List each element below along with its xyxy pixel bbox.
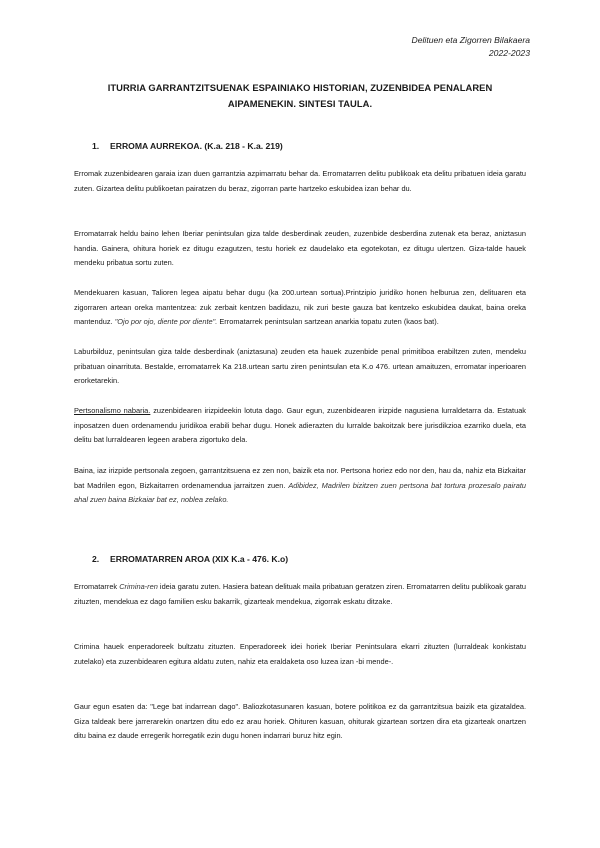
paragraph-5-term: Pertsonalismo nabaria. (74, 406, 151, 415)
paragraph-5-text: zuzenbidearen irizpideekin lotuta dago. Gaur egun, zuzenbidearen irizpide nagusiena lurraldetarra da. Estatuak inposatzen duen ordenamendu juridikoa erabili behar dugu. Honek adierazten du lurralde bakoitzak bere jurisdikzioa ezarriko duela, eta delitu bat lurraldearen legeen arabera zigortuko dela. (74, 406, 526, 445)
header-course-title: Delituen eta Zigorren Bilakaera (411, 35, 530, 45)
section-1-paragraph-4: Laburbilduz, penintsulan giza talde desberdinak (aniztasuna) zeuden eta hauek zuzenbide penal primitiboa erabiltzen zuten, mendeku pribatuan oinarrituta. Bestalde, erromatarrek Ka 218.urtean sartu ziren penintsulan eta K.o 476. urtean amaituzen, erromatar inperioaren erorketarekin. (74, 347, 526, 386)
section-2-paragraph-1 (74, 580, 526, 609)
title-line-1: ITURRIA GARRANTZITSUENAK ESPAINIAKO HISTORIAN, ZUZENBIDEA PENALAREN (107, 82, 493, 93)
section-2-paragraph-3: Gaur egun esaten da: "Lege bat indarrean dago". Baliozkotasunaren kasuan, botere politikoa ez da garrantzitsua baizik eta gizataldea. Giza taldeak bere jarrerarekin onartzen ditu edo ez arau horiek. Ohituren kasuan, ohiturak gizartean sortzen dira eta gizarteak onartzen ditu baina ez daude erregerik horregatik ezin dugu honen indarrari buruz hitz egin. (74, 702, 526, 741)
section-1-paragraph-6 (74, 464, 526, 508)
paragraph-6-text: Baina, iaz irizpide pertsonala zegoen, garrantzitsuena ez zen non, baizik eta nor. Pertsona horiez edo nor den, hau da, nahiz eta Bizkaitar bat Madrilen egon, Bizkaitarren ordenamendua jarraitzen zuen. (74, 466, 526, 490)
s2-paragraph-1-term: Crimina-ren (119, 582, 158, 591)
section-1-paragraph-2: Erromatarrak heldu baino lehen Iberiar penintsulan giza talde desberdinak zeuden, zuzenbide desberdina zutenak eta beraz, aniztasun handia. Gainera, ohitura horiek ez ditugu ezagutzen, testu horiek ez daudelako eta egotekotan, ez ditugu ulertzen. Giza-talde hauek mendeku pribatua sortu zuten. (74, 229, 526, 268)
section-2-heading (92, 553, 288, 565)
section-2-paragraph-2: Crimina hauek enperadoreek bultzatu zituzten. Enperadoreek idei horiek Iberiar Penintsulara ekarri zituzten (lurraldeak konkistatu zutelako) eta zuzenbidearen egitura aldatu zuten, nahiz eta eraldaketa oso luzea izan -bi mende-. (74, 642, 526, 666)
title-line-2: AIPAMENEKIN. SINTESI TAULA. (227, 98, 373, 109)
section-1-title: ERROMA AURREKOA. (K.a. 218 - K.a. 219) (110, 141, 283, 151)
section-1-paragraph-1: Erromak zuzenbidearen garaia izan duen garrantzia azpimarratu behar da. Erromatarren delitu publikoak eta delitu pribatuen ideia garatu zuten. Gizartea delitu publikoetan pairatzen du beraz, zigorran parte hartzeko eskubidea izan behar du. (74, 169, 526, 193)
paragraph-6-example: Adibidez, Madrilen bizitzen zuen pertsona bat tortura prozesalo pairatu ahal zuen baina Bizkaiar bat ez, noblea zelako. (74, 480, 527, 505)
s2-paragraph-1-a: Erromatarrek (74, 582, 118, 591)
document-title (70, 80, 530, 112)
paragraph-3-tail: Erromatarrek penintsulan sartzean anarkia topatu zuten (kaos bat). (219, 317, 439, 327)
s2-paragraph-1-b: ideia garatu zuten. Hasiera batean delituak maila pribatuan geratzen ziren. Erromatarren delitu publikoak garatu zituzten, mendekua ez dago familien esku bakarrik, gizarteak mendekua, zigorrak eskatu ditzake. (74, 582, 526, 606)
paragraph-3-quote: "Ojo por ojo, diente por diente". (114, 317, 218, 327)
page-header (412, 34, 530, 60)
section-2-number: 2. (92, 554, 100, 564)
header-academic-year: 2022-2023 (488, 48, 530, 58)
section-1-paragraph-3 (74, 286, 526, 330)
section-1-number: 1. (92, 141, 100, 151)
section-1-heading (92, 140, 283, 152)
paragraph-3-text: Mendekuaren kasuan, Talioren legea aipatu behar dugu (ka 200.urtean sortua).Printzipio juridiko honen helburua zen, delituaren eta zigorraren artean oreka mantentzea: zuk zerbait kentzen badidazu, nik zuri beste gauza bat kentzeko eskubidea daukat, baina oreka mantenduz. (74, 288, 526, 327)
section-2-title: ERROMATARREN AROA (XIX K.a - 476. K.o) (110, 554, 289, 564)
section-1-paragraph-5 (74, 404, 526, 448)
